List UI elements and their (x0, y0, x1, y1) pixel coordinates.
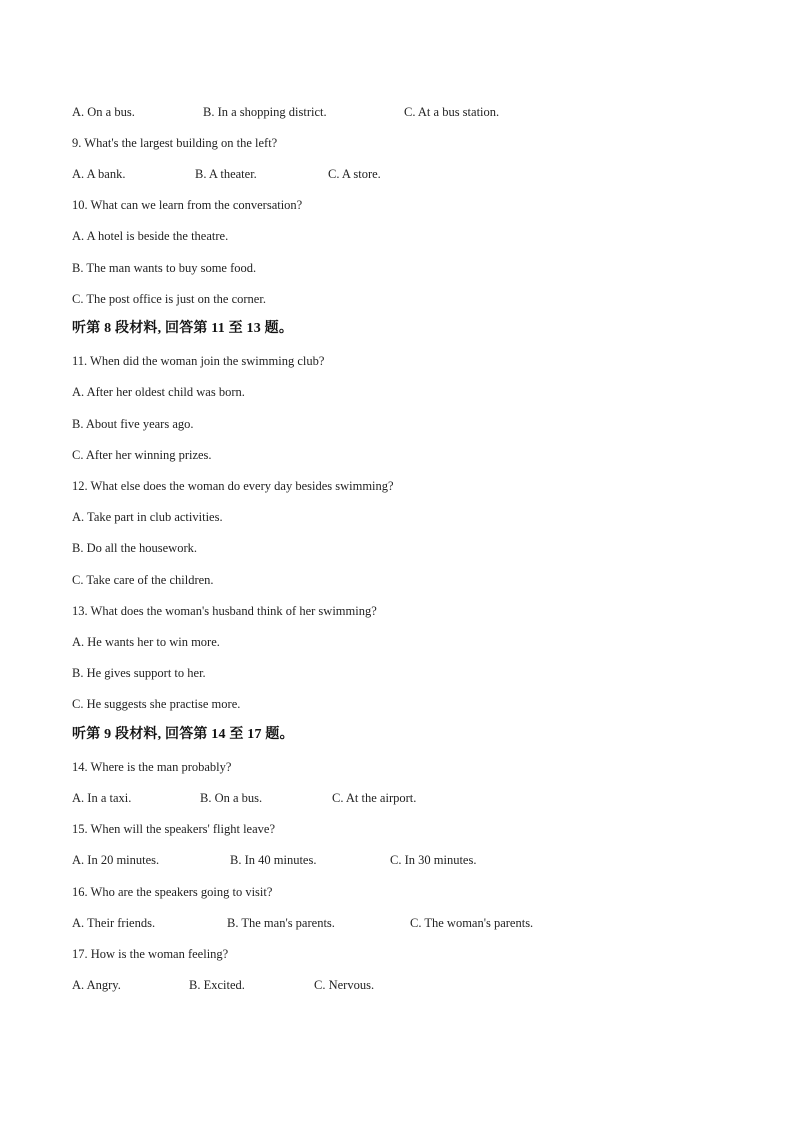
q14-option-a: A. In a taxi. (72, 791, 132, 805)
q12-option-b: B. Do all the housework. (72, 541, 197, 555)
q11-option-a: A. After her oldest child was born. (72, 385, 245, 399)
q9-option-c: C. A store. (328, 167, 381, 181)
q15-option-b: B. In 40 minutes. (230, 853, 317, 867)
section-8-heading: 听第 8 段材料, 回答第 11 至 13 题。 (72, 321, 294, 336)
q9-question: 9. What's the largest building on the left? (72, 136, 278, 150)
q13-option-b: B. He gives support to her. (72, 666, 206, 680)
q8-option-a: A. On a bus. (72, 105, 135, 119)
q11-option-c: C. After her winning prizes. (72, 448, 212, 462)
q16-option-b: B. The man's parents. (227, 916, 335, 930)
q14-question: 14. Where is the man probably? (72, 760, 232, 774)
q14-option-c: C. At the airport. (332, 791, 417, 805)
q10-option-a: A. A hotel is beside the theatre. (72, 229, 229, 243)
q13-option-a: A. He wants her to win more. (72, 635, 220, 649)
q13-question: 13. What does the woman's husband think of her swimming? (72, 604, 377, 618)
q13-option-c: C. He suggests she practise more. (72, 697, 241, 711)
q17-option-b: B. Excited. (189, 978, 245, 992)
q16-option-a: A. Their friends. (72, 916, 156, 930)
q8-option-c: C. At a bus station. (404, 105, 500, 119)
q10-option-b: B. The man wants to buy some food. (72, 261, 257, 275)
q14-option-b: B. On a bus. (200, 791, 263, 805)
q9-option-a: A. A bank. (72, 167, 126, 181)
q17-option-c: C. Nervous. (314, 978, 375, 992)
q15-option-a: A. In 20 minutes. (72, 853, 160, 867)
q12-question: 12. What else does the woman do every day besides swimming? (72, 479, 394, 493)
q10-option-c: C. The post office is just on the corner. (72, 292, 266, 306)
q9-option-b: B. A theater. (195, 167, 257, 181)
q11-option-b: B. About five years ago. (72, 417, 194, 431)
q17-option-a: A. Angry. (72, 978, 121, 992)
q16-question: 16. Who are the speakers going to visit? (72, 885, 273, 899)
section-9-heading: 听第 9 段材料, 回答第 14 至 17 题。 (72, 727, 294, 742)
q17-question: 17. How is the woman feeling? (72, 947, 229, 961)
q16-option-c: C. The woman's parents. (410, 916, 534, 930)
q10-question: 10. What can we learn from the conversation? (72, 198, 303, 212)
q11-question: 11. When did the woman join the swimming club? (72, 354, 325, 368)
q15-question: 15. When will the speakers' flight leave? (72, 822, 275, 836)
q12-option-c: C. Take care of the children. (72, 573, 214, 587)
q15-option-c: C. In 30 minutes. (390, 853, 477, 867)
q12-option-a: A. Take part in club activities. (72, 510, 223, 524)
q8-option-b: B. In a shopping district. (203, 105, 327, 119)
